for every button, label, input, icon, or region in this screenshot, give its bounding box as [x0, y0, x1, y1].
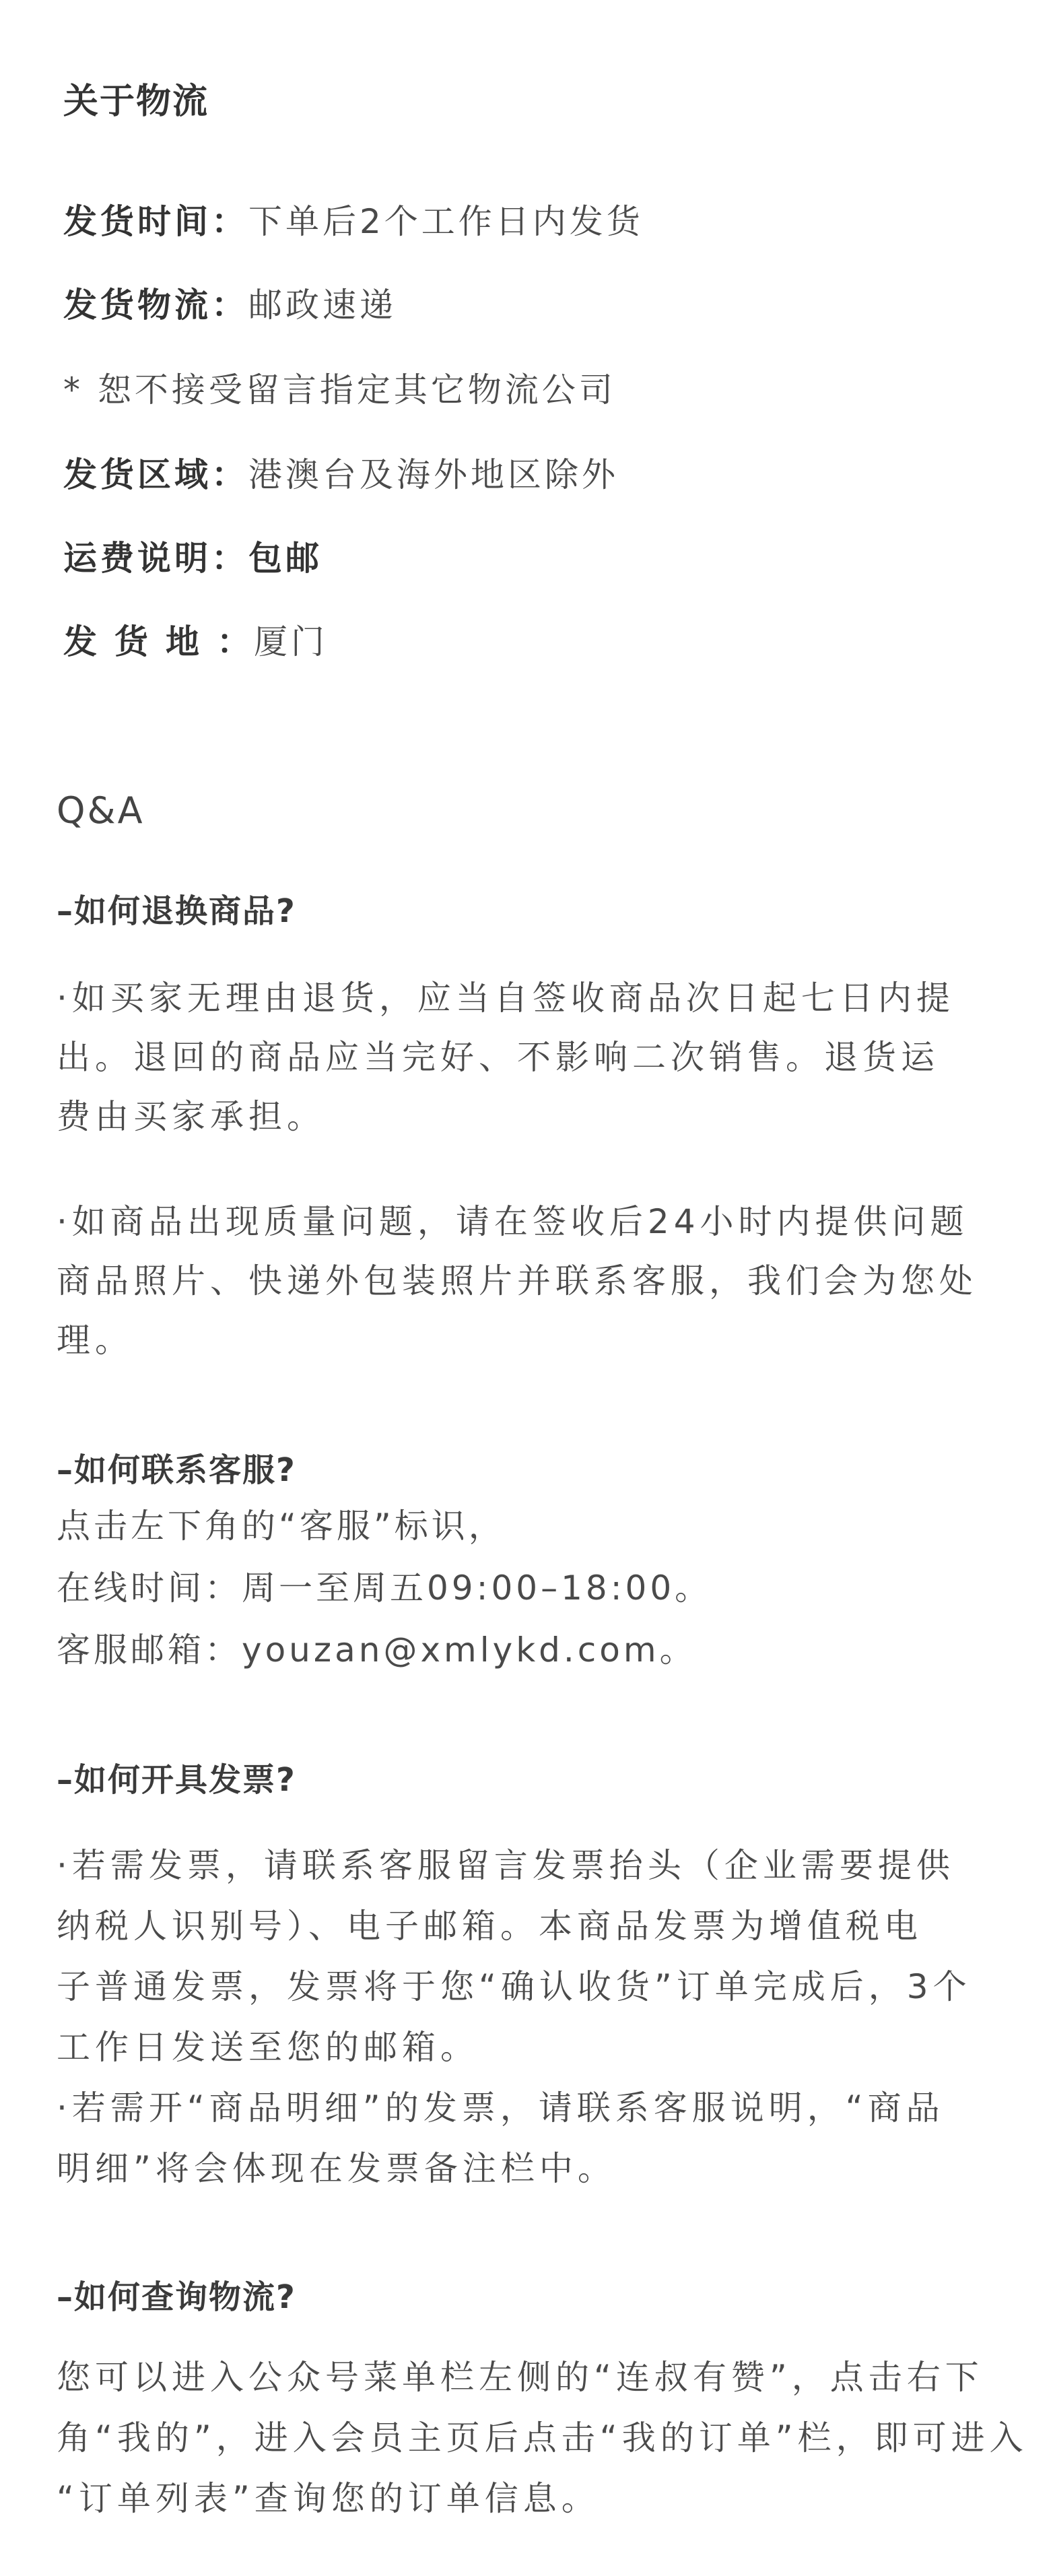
- ship-carrier-label: 发货物流: [63, 286, 211, 325]
- ship-time-row: [63, 201, 644, 242]
- invoice-line: 明细”将会体现在发票备注栏中。: [57, 2149, 616, 2188]
- tracking-line: “订单列表”查询您的订单信息。: [57, 2479, 600, 2518]
- invoice-line: 子普通发票，发票将于您“确认收货”订单完成后，3个: [57, 1967, 972, 2006]
- service-hours: 在线时间：周一至周五09:00–18:00。: [57, 1568, 712, 1608]
- invoice-line: ·若需发票，请联系客服留言发票抬头（企业需要提供: [57, 1846, 955, 1885]
- ship-origin-row: [63, 621, 328, 663]
- service-email: 客服邮箱：youzan@xmlykd.com。: [57, 1630, 697, 1670]
- returns-p1-line: 费由买家承担。: [57, 1097, 325, 1136]
- shipping-fee-row: [63, 537, 322, 579]
- service-line: 点击左下角的“客服”标识，: [57, 1507, 506, 1546]
- ship-region-label: 发货区域: [63, 455, 211, 494]
- ship-origin-value: 厦门: [254, 622, 328, 661]
- invoice-line: 纳税人识别号）、电子邮箱。本商品发票为增值税电: [57, 1907, 922, 1946]
- invoice-line: ·若需开“商品明细”的发票，请联系客服说明，“商品: [57, 2088, 945, 2127]
- qa-title: Q&A: [57, 789, 145, 832]
- shipping-fee-value: 包邮: [248, 539, 322, 578]
- shipping-fee-label: 运费说明: [63, 539, 211, 578]
- returns-p2-line: 商品照片、快递外包装照片并联系客服，我们会为您处: [57, 1261, 978, 1300]
- ship-time-sep: ：: [211, 202, 248, 241]
- carrier-note: * 恕不接受留言指定其它物流公司: [63, 370, 616, 409]
- ship-region-sep: ：: [211, 455, 248, 494]
- ship-region-value: 港澳台及海外地区除外: [248, 455, 619, 494]
- ship-origin-label: 发货地: [63, 622, 217, 661]
- invoice-line: 工作日发送至您的邮箱。: [57, 2028, 479, 2067]
- shipping-fee-sep: ：: [211, 539, 248, 578]
- logistics-title: 关于物流: [63, 81, 209, 122]
- returns-p2-line: 理。: [57, 1321, 133, 1360]
- invoice-question: –如何开具发票?: [57, 1761, 296, 1799]
- ship-carrier-sep: ：: [211, 286, 248, 325]
- ship-carrier-value: 邮政速递: [248, 286, 397, 325]
- ship-time-value: 下单后2个工作日内发货: [248, 202, 644, 241]
- ship-carrier-row: [63, 284, 397, 326]
- returns-p1-line: ·如买家无理由退货，应当自签收商品次日起七日内提: [57, 979, 955, 1018]
- returns-question: –如何退换商品?: [57, 892, 296, 930]
- service-question: –如何联系客服?: [57, 1451, 296, 1489]
- ship-origin-sep: ：: [217, 622, 254, 661]
- ship-time-label: 发货时间: [63, 202, 211, 241]
- returns-p1-line: 出。退回的商品应当完好、不影响二次销售。退货运: [57, 1038, 939, 1077]
- returns-p2-line: ·如商品出现质量问题，请在签收后24小时内提供问题: [57, 1202, 969, 1241]
- ship-region-row: [63, 454, 619, 496]
- carrier-note-row: [63, 369, 616, 411]
- tracking-question: –如何查询物流?: [57, 2278, 296, 2316]
- tracking-line: 角“我的”，进入会员主页后点击“我的订单”栏，即可进入: [57, 2418, 1028, 2457]
- tracking-line: 您可以进入公众号菜单栏左侧的“连叔有赞”，点击右下: [57, 2358, 984, 2397]
